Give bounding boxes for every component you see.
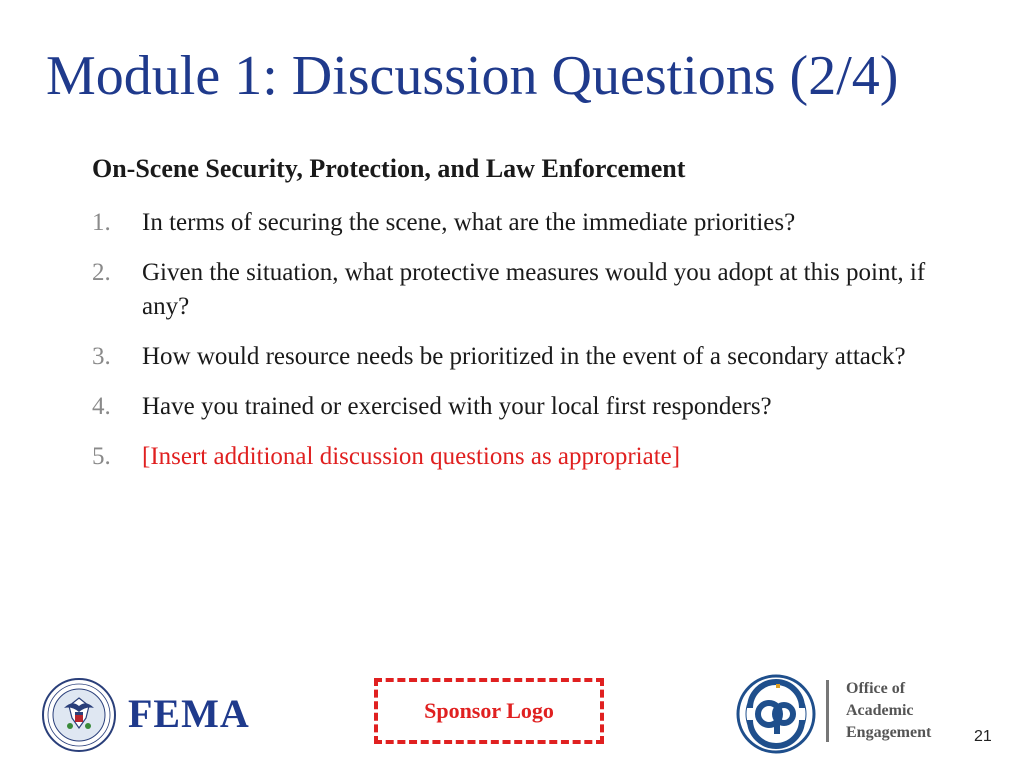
list-item xyxy=(92,256,952,324)
list-item-number: 4. xyxy=(92,393,111,420)
list-item xyxy=(92,440,952,474)
list-item-text: Have you trained or exercised with your local first responders? xyxy=(142,393,772,420)
office-line-1: Office of xyxy=(846,680,906,697)
list-item-text: Given the situation, what protective measures would you adopt at this point, if any? xyxy=(142,259,926,320)
list-item-placeholder-text: [Insert additional discussion questions as appropriate] xyxy=(142,443,681,470)
list-item-number: 1. xyxy=(92,209,111,236)
page-number: 21 xyxy=(974,728,992,745)
office-line-3: Engagement xyxy=(846,724,932,741)
dhs-seal-icon xyxy=(42,678,116,752)
sponsor-logo-placeholder xyxy=(374,678,604,744)
list-item xyxy=(92,206,952,240)
logo-divider xyxy=(826,680,829,742)
office-line-2: Academic xyxy=(846,702,914,719)
crp-seal-icon xyxy=(736,674,816,754)
list-item-number: 5. xyxy=(92,443,111,470)
list-item-number: 3. xyxy=(92,343,111,370)
section-heading: On-Scene Security, Protection, and Law Enforcement xyxy=(92,154,686,183)
slide-title: Module 1: Discussion Questions (2/4) xyxy=(46,45,899,107)
list-item xyxy=(92,340,952,374)
fema-wordmark: FEMA xyxy=(128,691,250,736)
list-item-number: 2. xyxy=(92,259,111,286)
question-list xyxy=(92,206,952,490)
office-of-academic-engagement-logo xyxy=(846,678,931,744)
list-item-text: In terms of securing the scene, what are the immediate priorities? xyxy=(142,209,796,236)
list-item-text: How would resource needs be prioritized in the event of a secondary attack? xyxy=(142,343,906,370)
list-item xyxy=(92,390,952,424)
sponsor-logo-label: Sponsor Logo xyxy=(424,698,554,723)
